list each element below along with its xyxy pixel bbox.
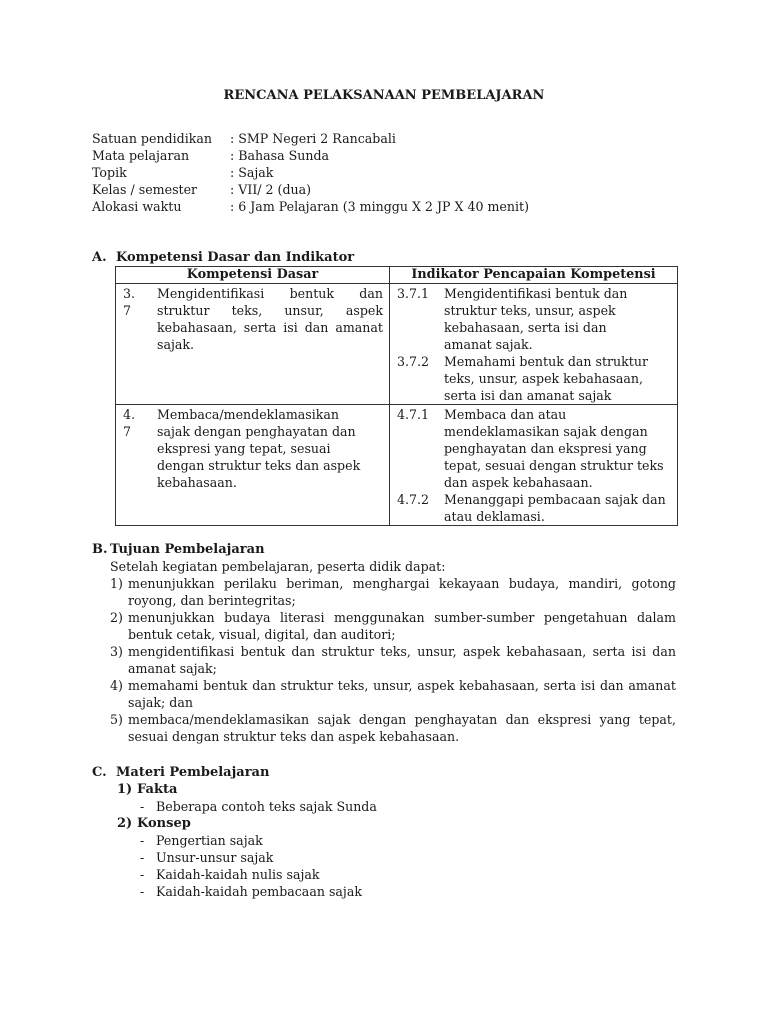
meta-row [92,147,529,164]
column-header-kd: Kompetensi Dasar [116,267,390,284]
objective-number: 2) [110,610,123,625]
objective-text: menunjukkan budaya literasi menggunakan sumber-sumber pengetahuan dalam bentuk cetak, visual, digital, dan auditori; [128,610,676,642]
material-item [117,866,377,883]
meta-row [92,164,529,181]
competency-table [115,266,678,526]
meta-label: Satuan pendidikan [92,131,212,146]
indicator-item [390,491,677,525]
section-title: Kompetensi Dasar dan Indikator [116,250,355,265]
materials-list [117,781,377,900]
kd-cell [116,405,390,526]
meta-value: : Bahasa Sunda [230,148,330,163]
section-title: Tujuan Pembelajaran [110,542,265,557]
dash-bullet: - [140,884,145,899]
material-text: Pengertian sajak [156,833,263,848]
kd-number-line: 3. [123,286,136,301]
kd-number [123,285,157,353]
table-row [116,284,678,405]
table-row [116,405,678,526]
group-label: Konsep [137,816,191,831]
meta-label: Alokasi waktu [92,199,182,214]
kd-text: Membaca/mendeklamasikan sajak dengan penghayatan dan ekspresi yang tepat, sesuai dengan struktur teks dan aspek kebahasaan. [157,407,361,490]
identity-block [92,130,529,215]
group-number: 2) [117,816,133,831]
kd-number-line: 7 [123,424,132,439]
kd-text: Mengidentifikasi bentuk dan struktur teks, unsur, aspek kebahasaan, serta isi dan amanat sajak. [157,286,383,352]
group-number: 1) [117,782,133,797]
objective-number: 3) [110,644,123,659]
objective-text: menunjukkan perilaku beriman, menghargai kekayaan budaya, mandiri, gotong royong, dan berintegritas; [128,576,676,608]
objectives-intro: Setelah kegiatan pembelajaran, peserta didik dapat: [110,559,446,574]
indicator-number: 3.7.2 [397,354,430,369]
meta-row [92,198,529,215]
material-group-heading [117,781,377,798]
objective-text: memahami bentuk dan struktur teks, unsur, aspek kebahasaan, serta isi dan amanat sajak; dan [128,678,676,710]
document-title: RENCANA PELAKSANAAN PEMBELAJARAN [223,88,545,103]
objective-text: mengidentifikasi bentuk dan struktur teks, unsur, aspek kebahasaan, serta isi dan amanat sajak; [128,644,676,676]
section-a-heading [92,249,354,266]
objective-item [110,711,676,745]
indicator-text: Membaca dan atau mendeklamasikan sajak dengan penghayatan dan ekspresi yang tepat, sesuai dengan struktur teks dan aspek kebahasaan. [444,407,664,490]
meta-value: : Sajak [230,165,274,180]
dash-bullet: - [140,850,145,865]
indicator-number: 3.7.1 [397,286,430,301]
meta-value: : SMP Negeri 2 Rancabali [230,131,396,146]
kd-number-line: 7 [123,303,132,318]
meta-label: Topik [92,165,127,180]
kd-cell [116,284,390,405]
material-item [117,832,377,849]
section-letter: C. [92,765,107,780]
objective-item [110,575,676,609]
kd-number-line: 4. [123,407,136,422]
dash-bullet: - [140,867,145,882]
material-text: Unsur-unsur sajak [156,850,274,865]
ipk-cell [390,405,678,526]
indicator-text: Menanggapi pembacaan sajak dan atau deklamasi. [444,492,666,524]
indicator-item [390,353,677,404]
objective-text: membaca/mendeklamasikan sajak dengan penghayatan dan ekspresi yang tepat, sesuai dengan struktur teks dan aspek kebahasaan. [128,712,676,744]
meta-row [92,181,529,198]
material-text: Kaidah-kaidah nulis sajak [156,867,320,882]
objective-number: 5) [110,712,123,727]
meta-value: : VII/ 2 (dua) [230,182,312,197]
material-item [117,849,377,866]
kd-number [123,406,157,491]
indicator-item [390,406,677,491]
section-letter: B. [92,542,108,557]
meta-label: Mata pelajaran [92,148,190,163]
section-letter: A. [92,250,107,265]
section-c-heading [92,764,269,781]
material-text: Kaidah-kaidah pembacaan sajak [156,884,362,899]
column-header-ipk: Indikator Pencapaian Kompetensi [390,267,678,284]
dash-bullet: - [140,799,145,814]
material-group-heading [117,815,377,832]
group-label: Fakta [137,782,178,797]
indicator-item [390,285,677,353]
meta-label: Kelas / semester [92,182,198,197]
ipk-cell [390,284,678,405]
indicator-number: 4.7.1 [397,407,430,422]
meta-row [92,130,529,147]
indicator-text: Mengidentifikasi bentuk dan struktur teks, unsur, aspek kebahasaan, serta isi dan amanat sajak. [444,286,628,352]
section-b-heading [92,541,265,558]
objective-item [110,609,676,643]
objectives-list [110,558,676,745]
objective-item [110,643,676,677]
meta-value: : 6 Jam Pelajaran (3 minggu X 2 JP X 40 menit) [230,199,529,214]
objective-item [110,677,676,711]
material-text: Beberapa contoh teks sajak Sunda [156,799,377,814]
section-title: Materi Pembelajaran [116,765,270,780]
objective-number: 1) [110,576,123,591]
indicator-text: Memahami bentuk dan struktur teks, unsur, aspek kebahasaan, serta isi dan amanat sajak [444,354,648,403]
material-item [117,798,377,815]
indicator-number: 4.7.2 [397,492,430,507]
objective-number: 4) [110,678,123,693]
dash-bullet: - [140,833,145,848]
material-item [117,883,377,900]
